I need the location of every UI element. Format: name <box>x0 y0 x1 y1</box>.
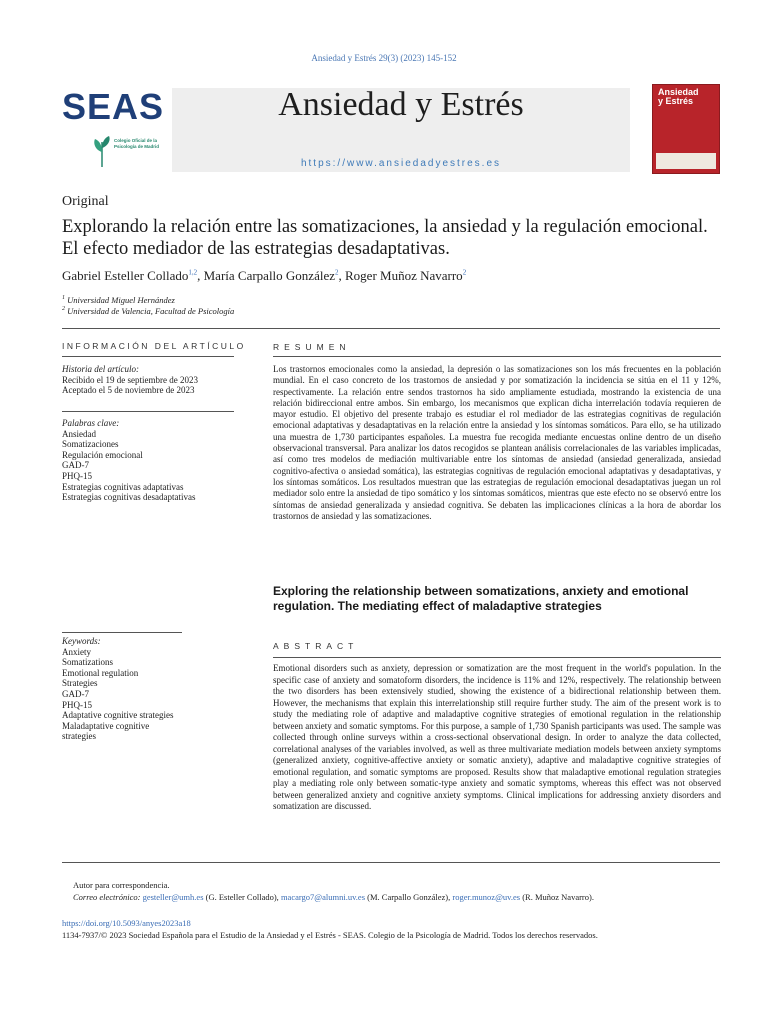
email-owner-1: (G. Esteller Collado), <box>203 892 281 902</box>
keyword-en: Anxiety <box>62 646 91 657</box>
resumen-body: Los trastornos emocionales como la ansiedad, la depresión o las somatizaciones son los más frecuentes en la población mundial. En el caso concreto de los trastornos de ansiedad y por somatización la incidencia se sitúa en el 11 y 12%, respectivamente. La relación entre sendos trastornos ha sido ampliamente estudiada, mostrando la existencia de una relación bidireccional entre ambos. Sin embargo, los mecanismos que explican dicha interrelación todavía requieren de mayor estudio. El objetivo del presente trabajo es estudiar el rol mediador de las estrategias cognitivas de regulación emocional adaptativas y desadaptativas en la relación entre la ansiedad y los síntomas somáticos. Para ello, se ha utilizado una muestra de 1,730 participantes españoles. La muestra fue recogida mediante encuestas online dentro de un diseño observacional transversal. Para analizar los datos recogidos se plantean análisis correlacionales de las variables implicadas, así como tres modelos de mediación multivariable entre los síntomas de ansiedad (ansiedad generalizada, ansiedad cognitivo-afectiva o ansiedad somática), las estrategias cognitivas de regulación emocional adaptativas y desadaptativas, y los síntomas somáticos. Los resultados muestran que las estrategias de regulación emocional desadaptativas juegan un rol mediador solo entre la ansiedad de tipo somático y los síntomas somáticos, mientras que este efecto no se observó entre los síntomas de ansiedad generalizada y ansiedad cognitiva. Se debaten las implicaciones clínicas a la hora de abordar los trastornos de ansiedad y las somatizaciones. <box>273 364 721 521</box>
email-owner-2: (M. Carpallo González), <box>365 892 453 902</box>
keyword-es: PHQ-15 <box>62 470 93 481</box>
divider <box>273 657 721 658</box>
english-title: Exploring the relationship between somatizations, anxiety and emotional regulation. The mediating effect of maladaptive strategies <box>273 584 689 613</box>
journal-title: Ansiedad y Estrés <box>278 86 524 123</box>
keyword-es: Somatizaciones <box>62 439 119 450</box>
keywords-en-label: Keywords: <box>62 636 101 646</box>
article-history <box>62 364 242 396</box>
college-logo <box>92 134 162 174</box>
seas-logo-text: SEAS <box>62 86 165 127</box>
affiliation-2: $^2$ Universidad de Valencia, Facultad de Psicología <box>62 306 235 316</box>
received-date: Recibido el 19 de septiembre de 2023 <box>62 374 198 385</box>
email-label: Correo electrónico: <box>73 892 141 902</box>
doi-link[interactable]: https://doi.org/10.5093/anyes2023a18 <box>62 918 191 928</box>
email-link-2[interactable]: macargo7@alumni.uv.es <box>280 892 366 902</box>
journal-url-link[interactable]: https://www.ansiedadyestres.es <box>300 158 502 169</box>
keyword-es: GAD-7 <box>62 460 89 471</box>
cover-footer-strip <box>656 153 716 169</box>
email-link-1[interactable]: gesteller@umh.es <box>142 892 204 902</box>
keywords-en <box>62 636 242 742</box>
divider <box>62 356 234 357</box>
divider <box>62 411 234 412</box>
divider <box>62 328 720 329</box>
college-leaf-icon <box>92 134 112 168</box>
correspondence-note: Autor para correspondencia. <box>73 880 170 890</box>
history-label: Historia del artículo: <box>62 364 139 374</box>
copyright-notice: 1134-7937/© 2023 Sociedad Española para el Estudio de la Ansiedad y el Estrés - SEAS. Colegio de la Psicología de Madrid. Todos los derechos reservados. <box>62 930 598 940</box>
keyword-en: Maladaptative cognitive <box>62 720 150 731</box>
keyword-en: PHQ-15 <box>62 699 93 710</box>
abstract-body: Emotional disorders such as anxiety, depression or somatization are the most frequent in the world's population. In the specific case of anxiety and somatoform disorders, the incidence is 11% and 12%, respectively. The relationship between the two disorders has been extensively studied, showing the existence of a bidirectional relationship between them. However, the mechanisms that explain this interrelationship still require further study. The aim of the present work is to study the mediating role of adaptive and maladaptive cognitive strategies of emotional regulation in the relationship between anxiety and somatic symptoms. For this purpose, a sample of 1,730 Spanish participants was used. The sample was collected through online surveys within a cross-sectional observational design. In order to analyze the data collected, correlational analyses of the variables involved, as well as three multivariate mediation models between anxiety symptoms (generalized anxiety, cognitive-affective anxiety or somatic anxiety), adaptive and maladaptive cognitive strategies of emotional regulation, and somatic symptoms are proposed. Results show that maladaptive emotional regulation strategies play a mediating role only between somatic-type anxiety and somatic symptoms, whereas this effect was not observed between generalized anxiety and cognitive anxiety symptoms. Clinical implications for addressing anxiety disorders and somatization are discussed. <box>273 663 721 811</box>
keyword-en: GAD-7 <box>62 688 89 699</box>
keyword-en: Adaptative cognitive strategies <box>62 710 174 721</box>
abstract-heading: ABSTRACT <box>273 641 359 651</box>
divider <box>62 862 720 863</box>
cover-title-line1: Ansiedad <box>658 87 699 97</box>
keyword-es: Estrategias cognitivas adaptativas <box>62 481 184 492</box>
keyword-es: Regulación emocional <box>62 449 143 460</box>
author-1: Gabriel Esteller Collado$^{1,2}$, <box>62 268 204 283</box>
divider <box>62 632 182 633</box>
keywords-es-label: Palabras clave: <box>62 418 120 428</box>
college-name: Colegio Oficial de la Psicología de Madrid <box>114 138 160 149</box>
keyword-en: Somatizations <box>62 657 113 668</box>
resumen-heading: RESUMEN <box>273 342 351 352</box>
keyword-en: Emotional regulation <box>62 667 139 678</box>
author-list <box>62 268 466 284</box>
author-2: María Carpallo González$^2$, <box>203 268 345 283</box>
cover-title <box>658 88 699 106</box>
author-3: Roger Muñoz Navarro$^2$ <box>345 268 467 283</box>
divider <box>273 356 721 357</box>
article-section-label: Original <box>62 194 109 209</box>
keyword-es: Estrategias cognitivas desadaptativas <box>62 492 196 503</box>
email-line <box>73 892 594 902</box>
keyword-en: Strategies <box>62 678 98 689</box>
keyword-en: strategies <box>62 731 96 742</box>
article-info-heading: INFORMACIÓN DEL ARTÍCULO <box>62 341 246 351</box>
journal-cover-thumbnail <box>652 84 720 174</box>
journal-citation: Ansiedad y Estrés 29(3) (2023) 145-152 <box>311 53 457 63</box>
cover-title-line2: y Estrés <box>658 96 694 106</box>
email-link-3[interactable]: roger.munoz@uv.es <box>452 892 521 902</box>
email-owner-3: (R. Muñoz Navarro). <box>520 892 594 902</box>
accepted-date: Aceptado el 5 de noviembre de 2023 <box>62 385 195 396</box>
keywords-es <box>62 418 242 503</box>
affiliation-1: $^1$ Universidad Miguel Hernández <box>62 295 175 305</box>
article-title: Explorando la relación entre las somatizaciones, la ansiedad y la regulación emocional. El efecto mediador de las estrategias desadaptativas. <box>62 217 708 259</box>
keyword-es: Ansiedad <box>62 428 96 439</box>
